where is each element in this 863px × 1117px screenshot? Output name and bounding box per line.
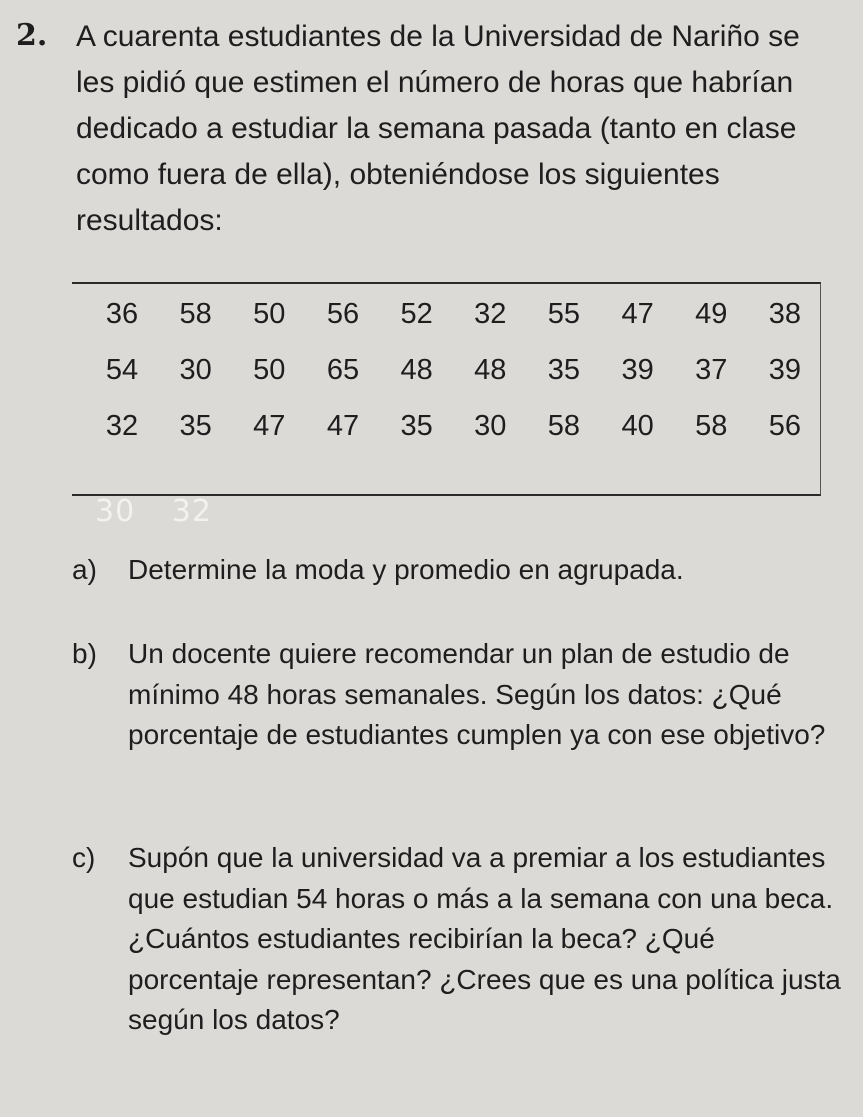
data-cell: 58 bbox=[179, 298, 212, 330]
handwritten-note: 30 bbox=[95, 494, 136, 529]
data-cell: 32 bbox=[474, 298, 507, 330]
data-cell: 47 bbox=[253, 410, 286, 442]
handwritten-note: 32 bbox=[171, 494, 212, 529]
question-text: Determine la moda y promedio en agrupada. bbox=[128, 554, 684, 585]
data-cell: 52 bbox=[400, 298, 433, 330]
question-c bbox=[72, 838, 842, 1041]
data-cell: 48 bbox=[400, 354, 433, 386]
data-cell: 65 bbox=[326, 354, 360, 386]
handwritten-notes bbox=[95, 494, 238, 529]
data-cell: 36 bbox=[105, 298, 139, 330]
question-a bbox=[72, 550, 842, 591]
data-cell: 48 bbox=[474, 354, 507, 386]
data-cell: 47 bbox=[621, 298, 654, 330]
problem-statement: A cuarenta estudiantes de la Universidad de Nariño se les pidió que estimen el número de horas que habrían dedicado a estudiar la semana pasada (tanto en clase como fuera de ella), obteniéndose los siguientes resultados: bbox=[76, 20, 800, 237]
data-cell: 35 bbox=[179, 410, 212, 442]
data-cell: 47 bbox=[326, 410, 360, 442]
data-cell: 35 bbox=[547, 354, 581, 386]
data-row bbox=[96, 298, 811, 331]
data-row bbox=[96, 354, 811, 387]
data-cell: 58 bbox=[695, 410, 728, 442]
data-cell: 30 bbox=[179, 354, 212, 386]
question-label: c) bbox=[72, 842, 96, 873]
data-cell: 50 bbox=[253, 298, 286, 330]
question-label: b) bbox=[72, 638, 97, 669]
data-cell: 38 bbox=[768, 298, 802, 330]
data-cell: 39 bbox=[621, 354, 654, 386]
question-text: Un docente quiere recomendar un plan de estudio de mínimo 48 horas semanales. Según los datos: ¿Qué porcentaje de estudiantes cumplen ya con ese objetivo? bbox=[128, 638, 826, 750]
problem-number: 2. bbox=[16, 18, 48, 53]
data-cell: 40 bbox=[621, 410, 654, 442]
data-cell: 37 bbox=[695, 354, 728, 386]
data-cell: 58 bbox=[547, 410, 581, 442]
data-row bbox=[96, 410, 811, 443]
data-cell: 55 bbox=[547, 298, 581, 330]
question-b bbox=[72, 634, 842, 756]
data-cell: 35 bbox=[400, 410, 433, 442]
question-text: Supón que la universidad va a premiar a los estudiantes que estudian 54 horas o más a la semana con una beca. ¿Cuántos estudiantes recibirían la beca? ¿Qué porcentaje representan? ¿Crees que es una política justa según los datos? bbox=[128, 842, 841, 1035]
data-cell: 56 bbox=[768, 410, 802, 442]
data-table bbox=[72, 282, 821, 496]
data-cell: 39 bbox=[768, 354, 802, 386]
data-cell: 49 bbox=[695, 298, 728, 330]
data-cell: 32 bbox=[105, 410, 139, 442]
data-cell: 56 bbox=[326, 298, 360, 330]
data-cell: 30 bbox=[474, 410, 507, 442]
data-cell: 54 bbox=[105, 354, 139, 386]
question-label: a) bbox=[72, 554, 97, 585]
data-cell: 50 bbox=[253, 354, 286, 386]
